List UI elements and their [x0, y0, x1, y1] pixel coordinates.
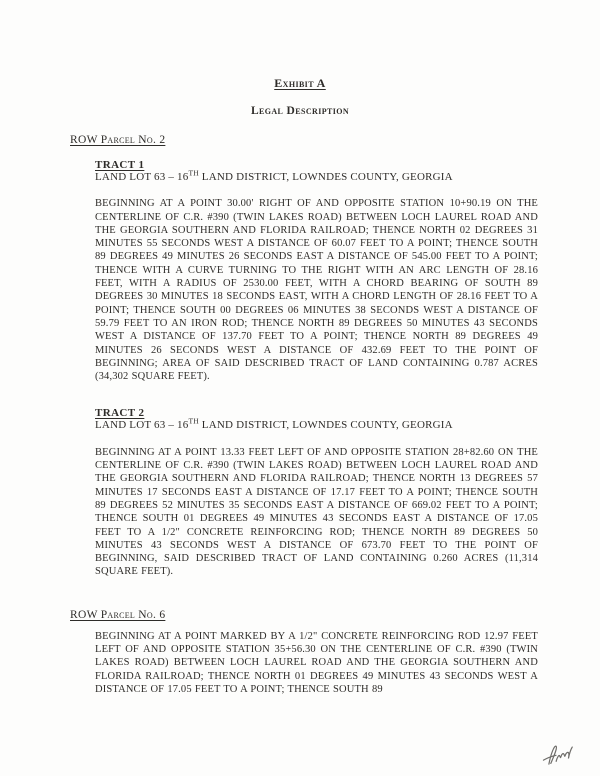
tract-2-description-paragraph: BEGINNING AT A POINT 13.33 FEET LEFT OF AND OPPOSITE STATION 28+82.60 ON THE CENTERLINE OF C.R. #390 (TWIN LAKES ROAD) BETWEEN LOCH LAUREL ROAD AND THE GEORGIA SOUTHERN AND FLORIDA RAILROAD; THENCE NORTH 13 DEGREES 57 MINUTES 17 SECONDS EAST A DISTANCE OF 17.17 FEET TO A POINT; THENCE SOUTH 89 DEGREES 52 MINUTES 35 SECONDS EAST A DISTANCE OF 669.02 FEET TO A POINT; THENCE SOUTH 01 DEGREES 49 MINUTES 43 SECONDS EAST A DISTANCE OF 17.05 FEET TO A 1/2" CONCRETE REINFORCING ROD; THENCE NORTH 89 DEGREES 50 MINUTES 43 SECONDS WEST A DISTANCE OF 673.70 FEET TO THE POINT OF BEGINNING, SAID DESCRIBED TRACT OF LAND CONTAINING 0.260 ACRES (11,314 SQUARE FEET).	[95, 446, 538, 578]
row-parcel-6-heading: ROW Parcel No. 6	[70, 608, 166, 621]
tract-1-heading: TRACT 1	[95, 159, 145, 171]
ordinal-superscript: TH	[188, 168, 199, 178]
exhibit-title: Exhibit A	[274, 76, 326, 90]
handwritten-initials-mark	[537, 738, 582, 772]
ordinal-superscript: TH	[188, 416, 199, 426]
document-header	[0, 76, 600, 117]
tract-2-land-lot-line	[95, 416, 538, 432]
land-lot-text: LAND DISTRICT, LOWNDES COUNTY, GEORGIA	[198, 171, 453, 183]
land-lot-text: LAND LOT 63 – 16	[95, 171, 189, 183]
tract-1-description-paragraph: BEGINNING AT A POINT 30.00' RIGHT OF AND OPPOSITE STATION 10+90.19 ON THE CENTERLINE OF C.R. #390 (TWIN LAKES ROAD) BETWEEN LOCH LAUREL ROAD AND THE GEORGIA SOUTHERN AND FLORIDA RAILROAD; THENCE NORTH 02 DEGREES 31 MINUTES 55 SECONDS WEST A DISTANCE OF 60.07 FEET TO A POINT; THENCE SOUTH 89 DEGREES 49 MINUTES 26 SECONDS EAST A DISTANCE OF 545.00 FEET TO A POINT; THENCE WITH A CURVE TURNING TO THE RIGHT WITH AN ARC LENGTH OF 28.16 FEET, WITH A RADIUS OF 2530.00 FEET, WITH A CHORD BEARING OF SOUTH 89 DEGREES 30 MINUTES 18 SECONDS EAST, WITH A CHORD LENGTH OF 28.16 FEET TO A POINT; THENCE SOUTH 00 DEGREES 06 MINUTES 38 SECONDS WEST A DISTANCE OF 59.79 FEET TO AN IRON ROD; THENCE NORTH 89 DEGREES 50 MINUTES 43 SECONDS WEST A DISTANCE OF 137.70 FEET TO A POINT; THENCE NORTH 89 DEGREES 49 MINUTES 26 SECONDS WEST A DISTANCE OF 432.69 FEET TO THE POINT OF BEGINNING; AREA OF SAID DESCRIBED TRACT OF LAND CONTAINING 0.787 ACRES (34,302 SQUARE FEET).	[95, 198, 538, 383]
tract-2-section	[95, 407, 538, 578]
tract-1-land-lot-line	[95, 168, 538, 184]
legal-description-subtitle: Legal Description	[250, 105, 350, 117]
land-lot-text: LAND DISTRICT, LOWNDES COUNTY, GEORGIA	[198, 419, 453, 432]
parcel-6-description-paragraph: BEGINNING AT A POINT MARKED BY A 1/2" CONCRETE REINFORCING ROD 12.97 FEET LEFT OF AND OPPOSITE STATION 35+56.30 ON THE CENTERLINE OF C.R. #390 (TWIN LAKES ROAD) BETWEEN LOCH LAUREL ROAD AND THE GEORGIA SOUTHERN AND FLORIDA RAILROAD; THENCE NORTH 01 DEGREES 49 MINUTES 43 SECONDS WEST A DISTANCE OF 17.05 FEET TO A POINT; THENCE SOUTH 89	[95, 630, 538, 695]
land-lot-text: LAND LOT 63 – 16	[95, 419, 189, 432]
tract-1-section	[95, 159, 538, 383]
row-parcel-2-heading: ROW Parcel No. 2	[70, 134, 166, 146]
parcel-6-section	[95, 630, 538, 696]
tract-2-heading: TRACT 2	[95, 407, 145, 420]
